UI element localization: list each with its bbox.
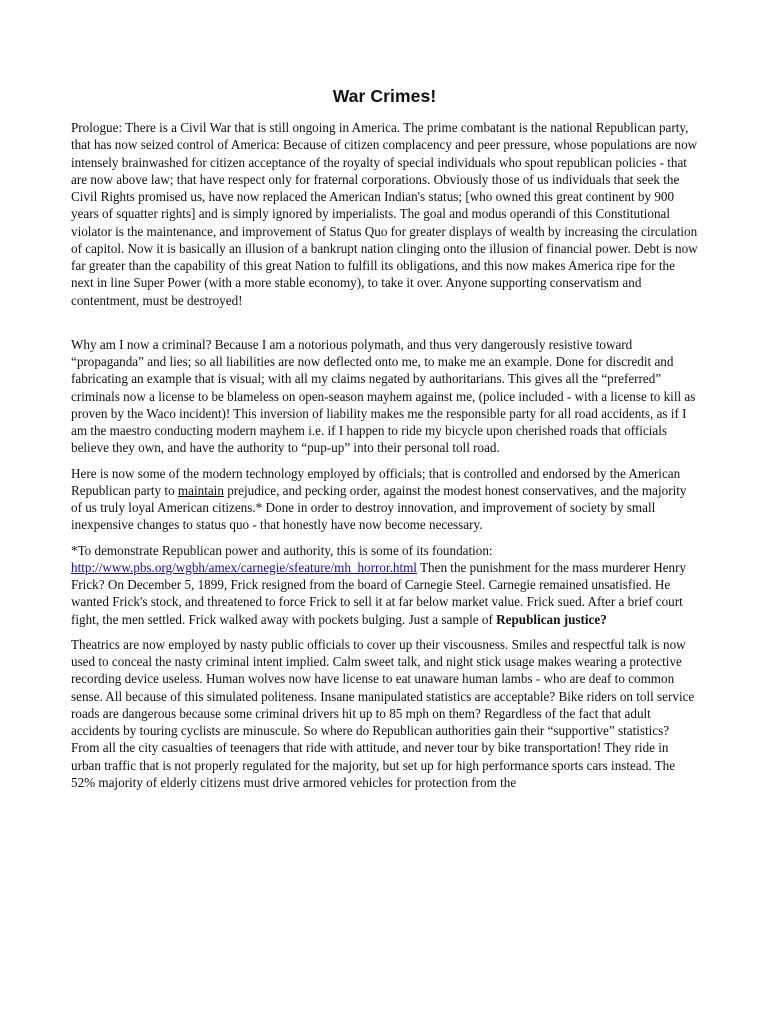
republican-justice-bold: Republican justice? xyxy=(496,611,607,627)
footnote-paragraph xyxy=(71,542,698,628)
footnote-body: Then the punishment for the mass murderer Henry Frick? On December 5, 1899, Frick resigned from the board of Carnegie Steel. Carnegie remained unsatisfied. He wanted Frick's stock, and threatened to force Frick to sell it at far below market value. Frick sued. After a brief court fight, the men settled. Frick walked away with pockets bulging. Just a sample of xyxy=(71,559,687,627)
criminal-paragraph: Why am I now a criminal? Because I am a notorious polymath, and thus very dangerously resistive toward “propaganda” and lies; so all liabilities are now deflected onto me, to make me an example. Done for discredit and fabricating an example that is visual; with all my claims negated by authoritarians. This gives all the “preferred” criminals now a license to be blameless on open-season mayhem against me, (police included - with a license to kill as proven by the Waco incident)! This inversion of liability makes me the responsible party for all road accidents, as if I am the maestro conducting modern mayhem i.e. if I happen to ride my bicycle upon cherished roads that officials believe they own, and have the authority to “pup-up” into their personal toll road. xyxy=(71,336,696,456)
theatrics-paragraph: Theatrics are now employed by nasty public officials to cover up their viscousness. Smiles and respectful talk is now used to conceal the nasty criminal intent implied. Calm sweet talk, and night stick usage makes wearing a protective recording device useless. Human wolves now have license to eat unaware human lambs - who are deaf to common sense. All because of this simulated politeness. Insane manipulated statistics are acceptable? Bike riders on toll service roads are dangerous because some criminal drivers hit up to 85 mph on them? Regardless of the fact that adult accidents by touring cyclists are minuscule. So where do Republican authorities gain their “supportive” statistics? From all the city casualties of teenagers that ride with attitude, and never tour by bike transportation! They ride in urban traffic that is not properly regulated for the majority, but set up for high performance sports cars instead. The 52% majority of elderly citizens must drive armored vehicles for protection from the xyxy=(71,636,695,790)
technology-text-end: prejudice, and pecking order, against the modest honest conservatives, and the majority of us truly loyal American citizens.* Done in order to destroy innovation, and improvement of society by small inexpensive changes to status quo - that honestly have now become necessary. xyxy=(71,482,687,533)
technology-text-start: Here is now some of the modern technology employed by officials; that is controlled and endorsed by the American Republican party to xyxy=(71,465,681,498)
technology-paragraph xyxy=(71,465,698,534)
pbs-carnegie-link[interactable]: http://www.pbs.org/wgbh/amex/carnegie/sfeature/mh_horror.html xyxy=(71,559,417,575)
document-title: War Crimes! xyxy=(332,86,437,106)
prologue-paragraph: Prologue: There is a Civil War that is still ongoing in America. The prime combatant is the national Republican party, that has now seized control of America: Because of citizen complacency and peer pressure, whose populations are now intensely brainwashed for citizen acceptance of the royalty of special individuals who spout republican policies - that are now above law; that have respect only for fraternal corporations. Obviously those of us individuals that seek the Civil Rights promised us, have now replaced the American Indian's status; [who owned this great continent by 900 years of squatter rights] and is simply ignored by imperialists. The goal and modus operandi of this Constitutional violator is the maintenance, and improvement of Status Quo for greater displays of wealth by increasing the circulation of capitol. Now it is basically an illusion of a bankrupt nation clinging onto the illusion of financial power. Debt is now far greater than the capability of this great Nation to fulfill its obligations, and this now makes America ripe for the next in line Super Power (with a more stable economy), to take it over. Anyone supporting conservatism and contentment, must be destroyed! xyxy=(71,120,698,308)
maintain-underlined-word: maintain xyxy=(177,482,224,498)
footnote-intro: *To demonstrate Republican power and authority, this is some of its foundation: xyxy=(71,542,493,558)
